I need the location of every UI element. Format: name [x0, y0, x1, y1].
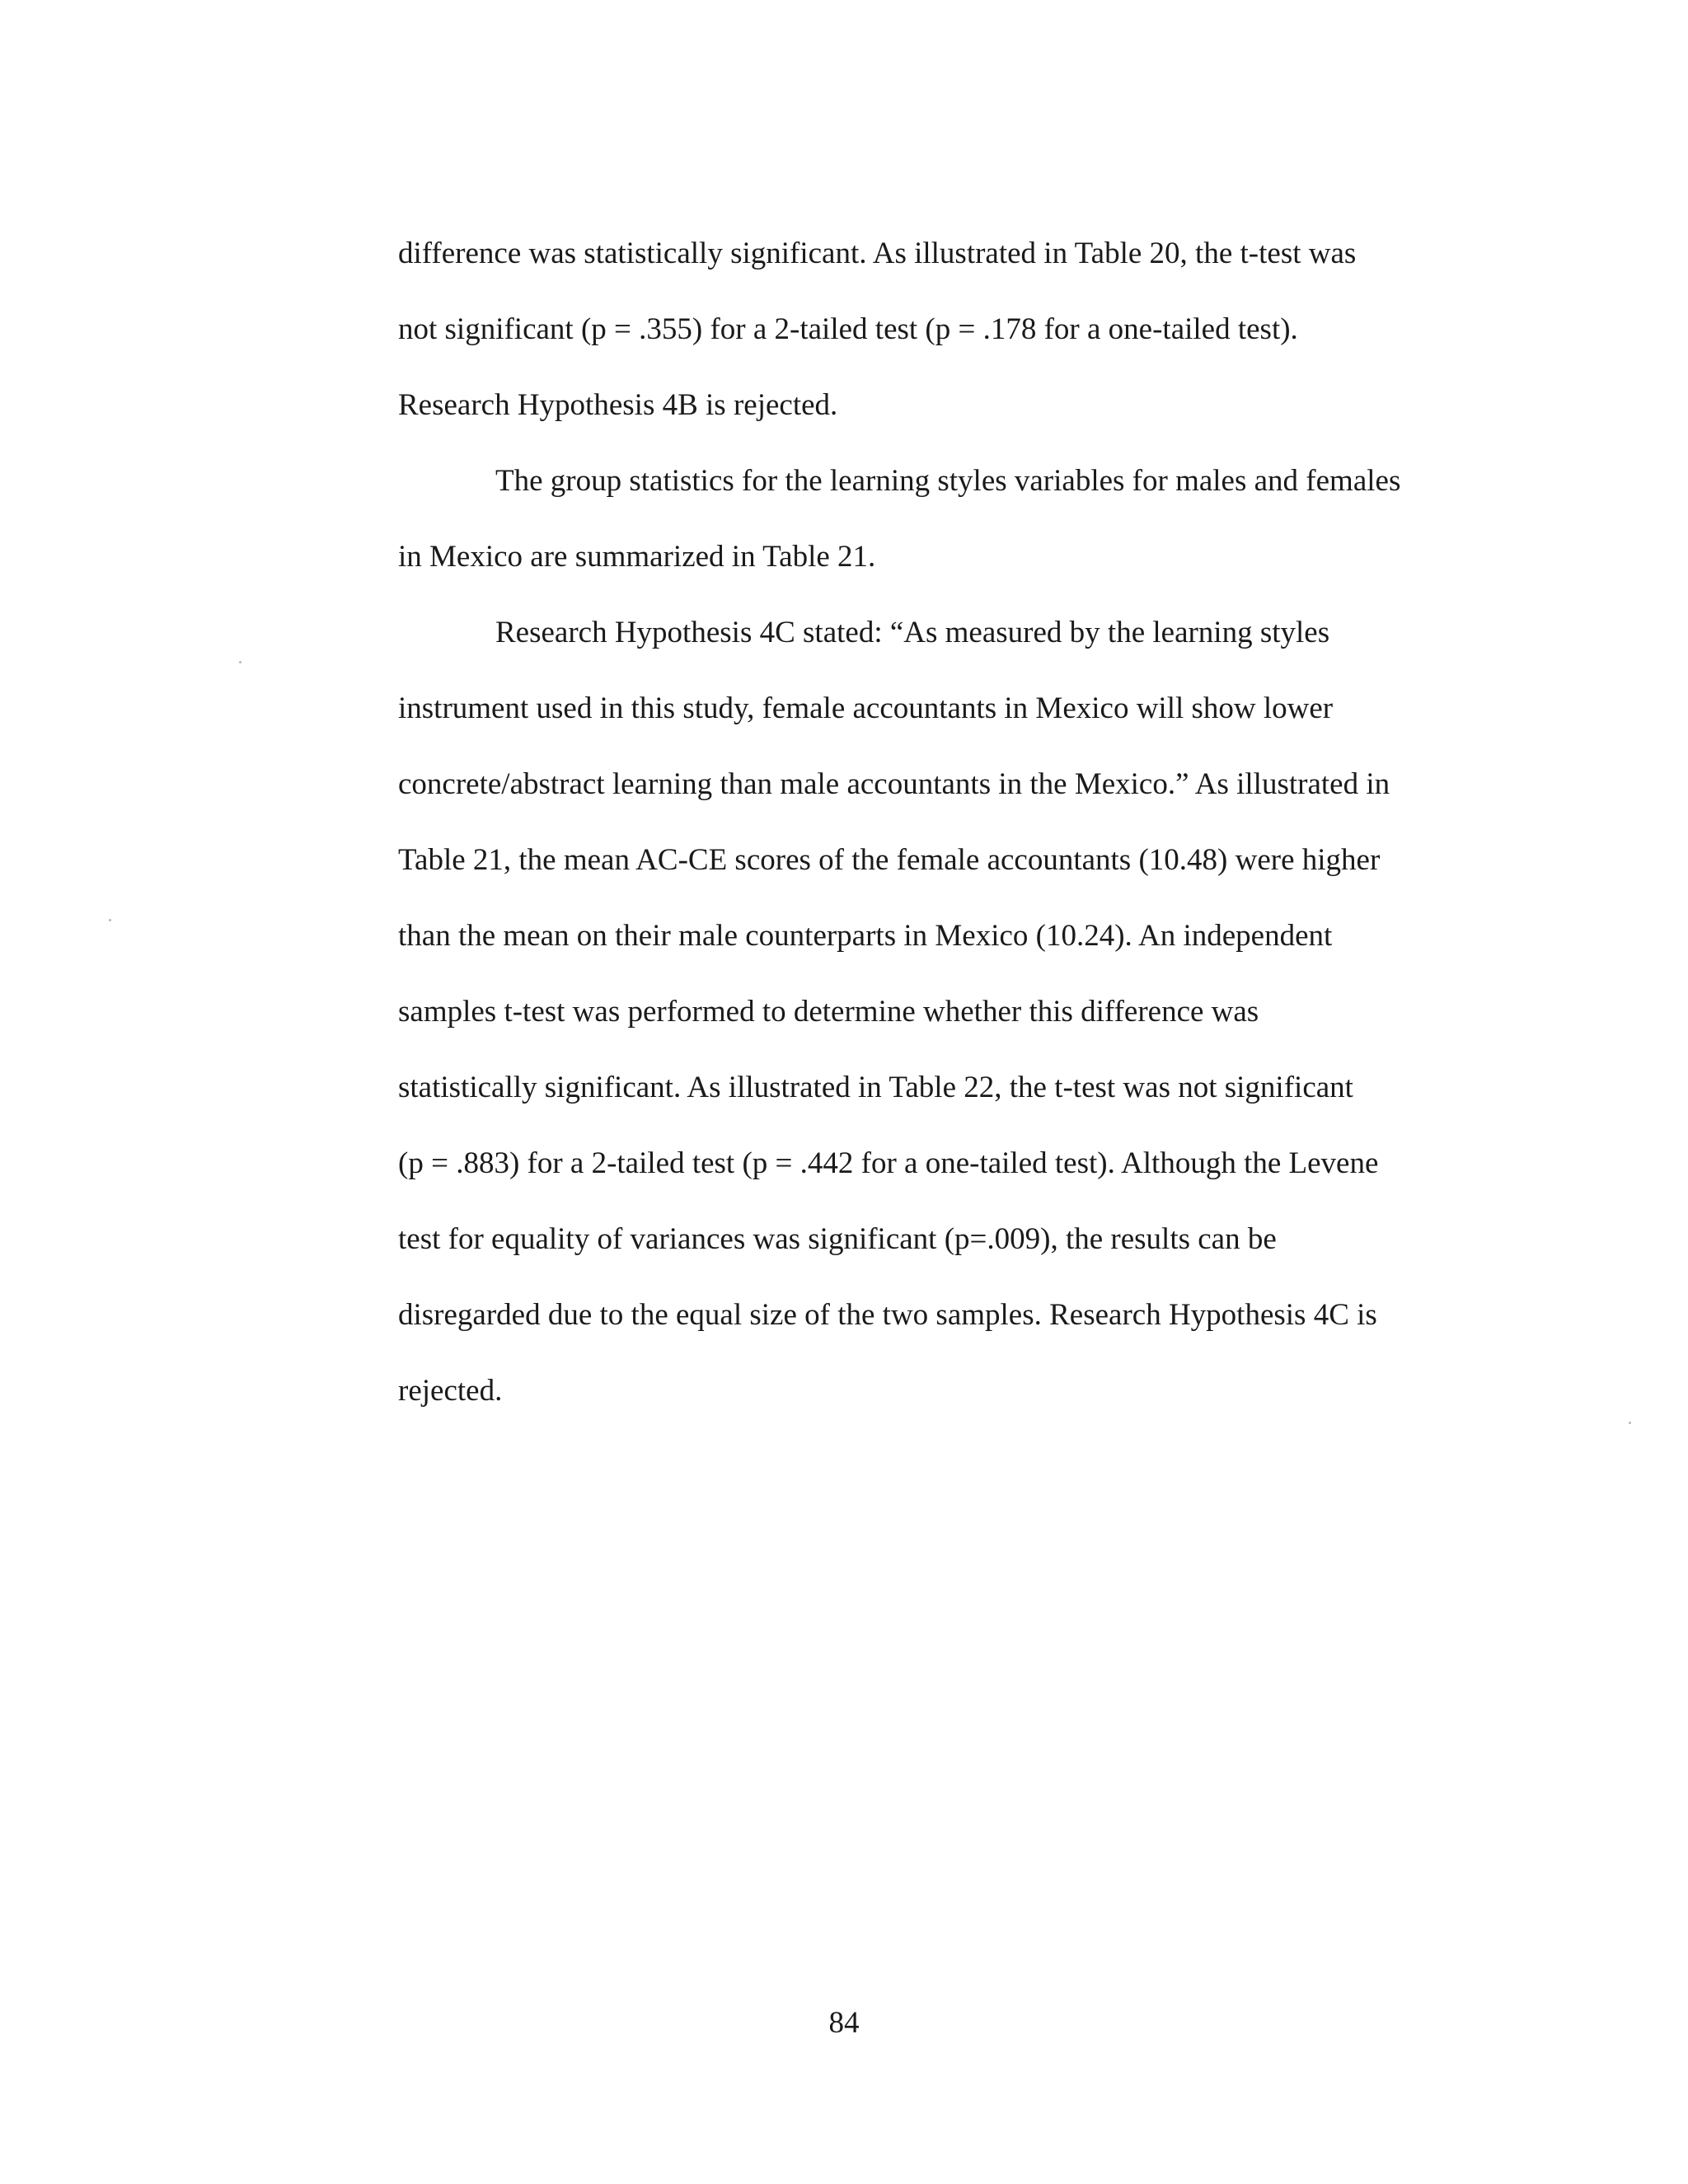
- text-line: than the mean on their male counterparts in Mexico (10.24). An independent: [398, 919, 1333, 953]
- text-line: instrument used in this study, female accountants in Mexico will show lower: [398, 691, 1334, 725]
- text-line: test for equality of variances was significant (p=.009), the results can be: [398, 1222, 1277, 1256]
- text-line: Table 21, the mean AC-CE scores of the female accountants (10.48) were higher: [398, 843, 1381, 877]
- paragraph-first-line: The group statistics for the learning styles variables for males and females: [495, 464, 1401, 498]
- text-line: not significant (p = .355) for a 2-tailed test (p = .178 for a one-tailed test).: [398, 312, 1298, 346]
- scan-speck: [1629, 1422, 1631, 1424]
- text-line: concrete/abstract learning than male accountants in the Mexico.” As illustrated in: [398, 767, 1390, 801]
- text-line: rejected.: [398, 1374, 503, 1408]
- text-line: samples t-test was performed to determine whether this difference was: [398, 995, 1259, 1029]
- text-line: difference was statistically significant. As illustrated in Table 20, the t-test was: [398, 237, 1357, 270]
- text-line: Research Hypothesis 4B is rejected.: [398, 388, 838, 422]
- page-number: 84: [828, 2006, 860, 2040]
- text-line: (p = .883) for a 2-tailed test (p = .442 for a one-tailed test). Although the Levene: [398, 1146, 1379, 1180]
- paragraph-first-line: Research Hypothesis 4C stated: “As measured by the learning styles: [495, 616, 1330, 649]
- text-line: disregarded due to the equal size of the two samples. Research Hypothesis 4C is: [398, 1298, 1377, 1332]
- text-line: statistically significant. As illustrated in Table 22, the t-test was not significant: [398, 1071, 1353, 1104]
- scan-speck: [239, 661, 241, 663]
- scan-speck: [109, 919, 111, 921]
- text-line: in Mexico are summarized in Table 21.: [398, 540, 876, 574]
- body-text: [398, 216, 1486, 1429]
